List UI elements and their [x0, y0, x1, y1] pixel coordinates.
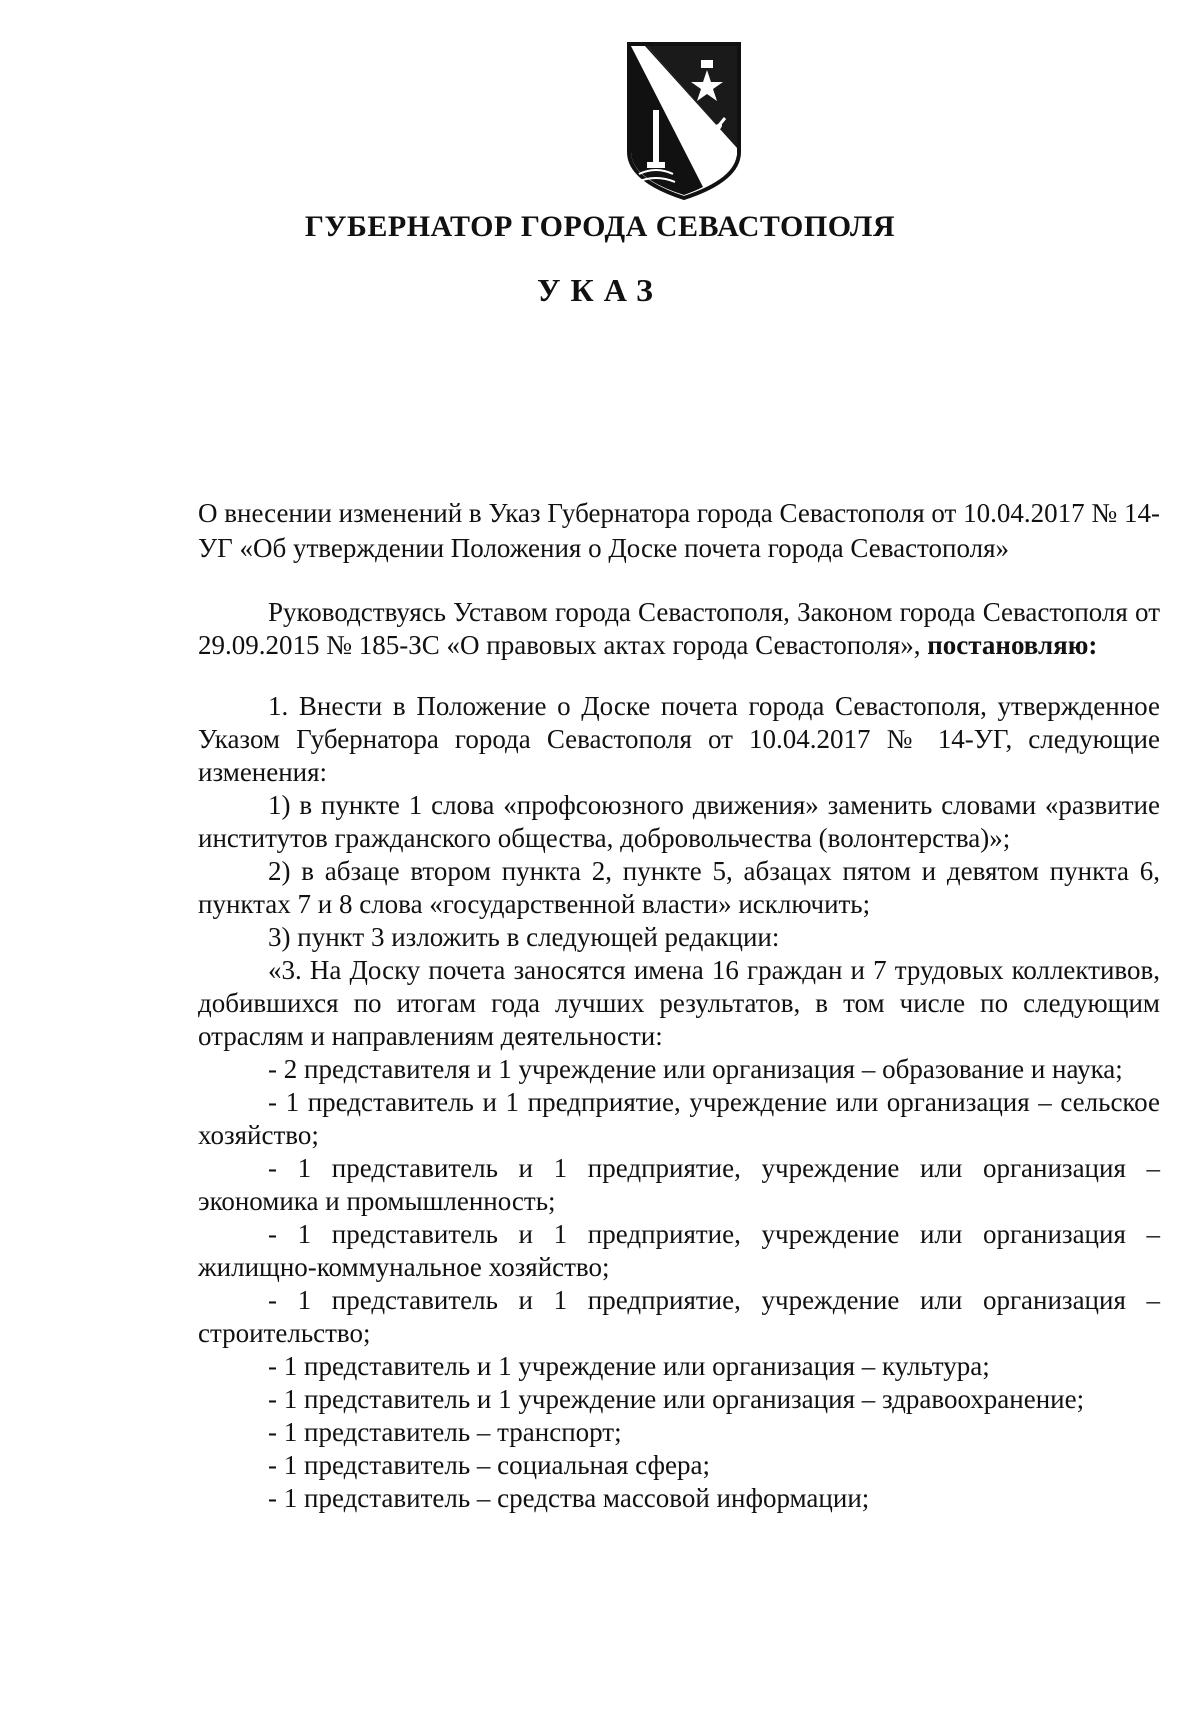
list-item: - 1 представитель и 1 предприятие, учреждение или организация – строительство; — [198, 1285, 1160, 1348]
list-item: - 1 представитель – социальная сфера; — [268, 1450, 710, 1480]
list-item: 1) в пункте 1 слова «профсоюзного движения» заменить словами «развитие институтов гражданского общества, добровольчества (волонтерства)»; — [198, 790, 1160, 853]
list-item: - 1 представитель и 1 предприятие, учреждение или организация – сельское хозяйство; — [198, 1087, 1160, 1150]
list-item: 2) в абзаце втором пункта 2, пункте 5, абзацах пятом и девятом пункта 6, пунктах 7 и 8 слова «государственной власти» исключить; — [198, 856, 1160, 919]
list-item: «3. На Доску почета заносятся имена 16 граждан и 7 трудовых коллективов, добившихся по итогам года лучших результатов, в том числе по следующим отраслям и направлениям деятельности: — [198, 955, 1160, 1051]
list-item: - 1 представитель и 1 учреждение или организация – культура; — [268, 1351, 990, 1381]
decree-subject: О внесении изменений в Указ Губернатора города Севастополя от 10.04.2017 № 14-УГ «Об утверждении Положения о Доске почета города Севастополя» — [198, 498, 1160, 563]
list-item: - 1 представитель и 1 предприятие, учреждение или организация – жилищно-коммунальное хозяйство; — [198, 1219, 1160, 1282]
decree-word: постановляю: — [927, 630, 1098, 660]
sevastopol-coat-of-arms-icon — [625, 40, 743, 202]
list-item: 1. Внести в Положение о Доске почета города Севастополя, утвержденное Указом Губернатора города Севастополя от 10.04.2017 № 14-УГ, следующие изменения: — [198, 691, 1160, 787]
decree-body — [198, 596, 1160, 1515]
list-item: - 2 представителя и 1 учреждение или организация – образование и наука; — [268, 1054, 1123, 1084]
list-item: - 1 представитель – транспорт; — [268, 1417, 622, 1447]
document-type-title: УКАЗ — [537, 272, 663, 308]
list-item: 3) пункт 3 изложить в следующей редакции: — [268, 922, 780, 952]
list-item: - 1 представитель и 1 учреждение или организация – здравоохранение; — [268, 1384, 1085, 1414]
list-item: - 1 представитель и 1 предприятие, учреждение или организация – экономика и промышленность; — [198, 1153, 1160, 1216]
issuing-authority: ГУБЕРНАТОР ГОРОДА СЕВАСТОПОЛЯ — [304, 210, 896, 243]
preamble-paragraph — [198, 596, 1160, 662]
list-item: - 1 представитель – средства массовой информации; — [268, 1483, 870, 1513]
preamble-text: Руководствуясь Уставом города Севастополя, Законом города Севастополя от 29.09.2015 № 185-ЗС «О правовых актах города Севастополя», — [198, 597, 1160, 660]
